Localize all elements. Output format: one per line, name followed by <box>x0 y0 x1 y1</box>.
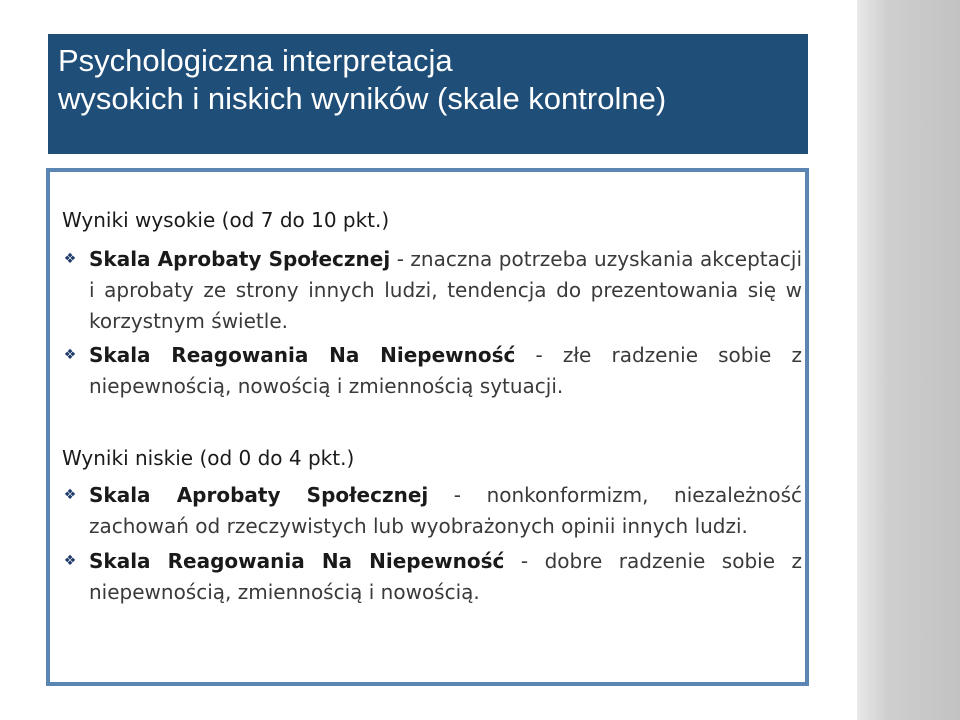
list-item <box>62 546 802 608</box>
scale-description: - złe radzenie sobie z niepewnością, nowością i zmiennością sytuacji. <box>89 343 802 398</box>
list-item <box>62 340 802 402</box>
scale-name: Skala Aprobaty Społecznej <box>89 247 391 271</box>
decorative-side-strip <box>857 0 960 720</box>
list-item <box>62 244 802 337</box>
scale-description: - dobre radzenie sobie z niepewnością, zmiennością i nowością. <box>89 549 802 604</box>
diamond-bullet-icon: ❖ <box>63 487 77 503</box>
scale-name: Skala Reagowania Na Niepewność <box>89 549 505 573</box>
high-scores-heading: Wyniki wysokie (od 7 do 10 pkt.) <box>62 208 390 232</box>
scale-description: - nonkonformizm, niezależność zachowań od rzeczywistych lub wyobrażonych opinii innych ludzi. <box>89 483 802 538</box>
list-item <box>62 480 802 542</box>
scale-name: Skala Aprobaty Społecznej <box>89 483 429 507</box>
content-panel <box>46 168 809 686</box>
slide-title-line-1: Psychologiczna interpretacja <box>58 43 453 78</box>
diamond-bullet-icon: ❖ <box>63 553 77 569</box>
scale-description: - znaczna potrzeba uzyskania akceptacji i aprobaty ze strony innych ludzi, tendencja do prezentowania się w korzystnym świetle. <box>89 247 803 333</box>
diamond-bullet-icon: ❖ <box>63 347 77 363</box>
title-banner <box>48 34 808 154</box>
low-scores-heading: Wyniki niskie (od 0 do 4 pkt.) <box>62 446 355 470</box>
slide-title-line-2: wysokich i niskich wyników (skale kontrolne) <box>58 81 667 116</box>
scale-name: Skala Reagowania Na Niepewność <box>89 343 516 367</box>
diamond-bullet-icon: ❖ <box>63 251 77 267</box>
